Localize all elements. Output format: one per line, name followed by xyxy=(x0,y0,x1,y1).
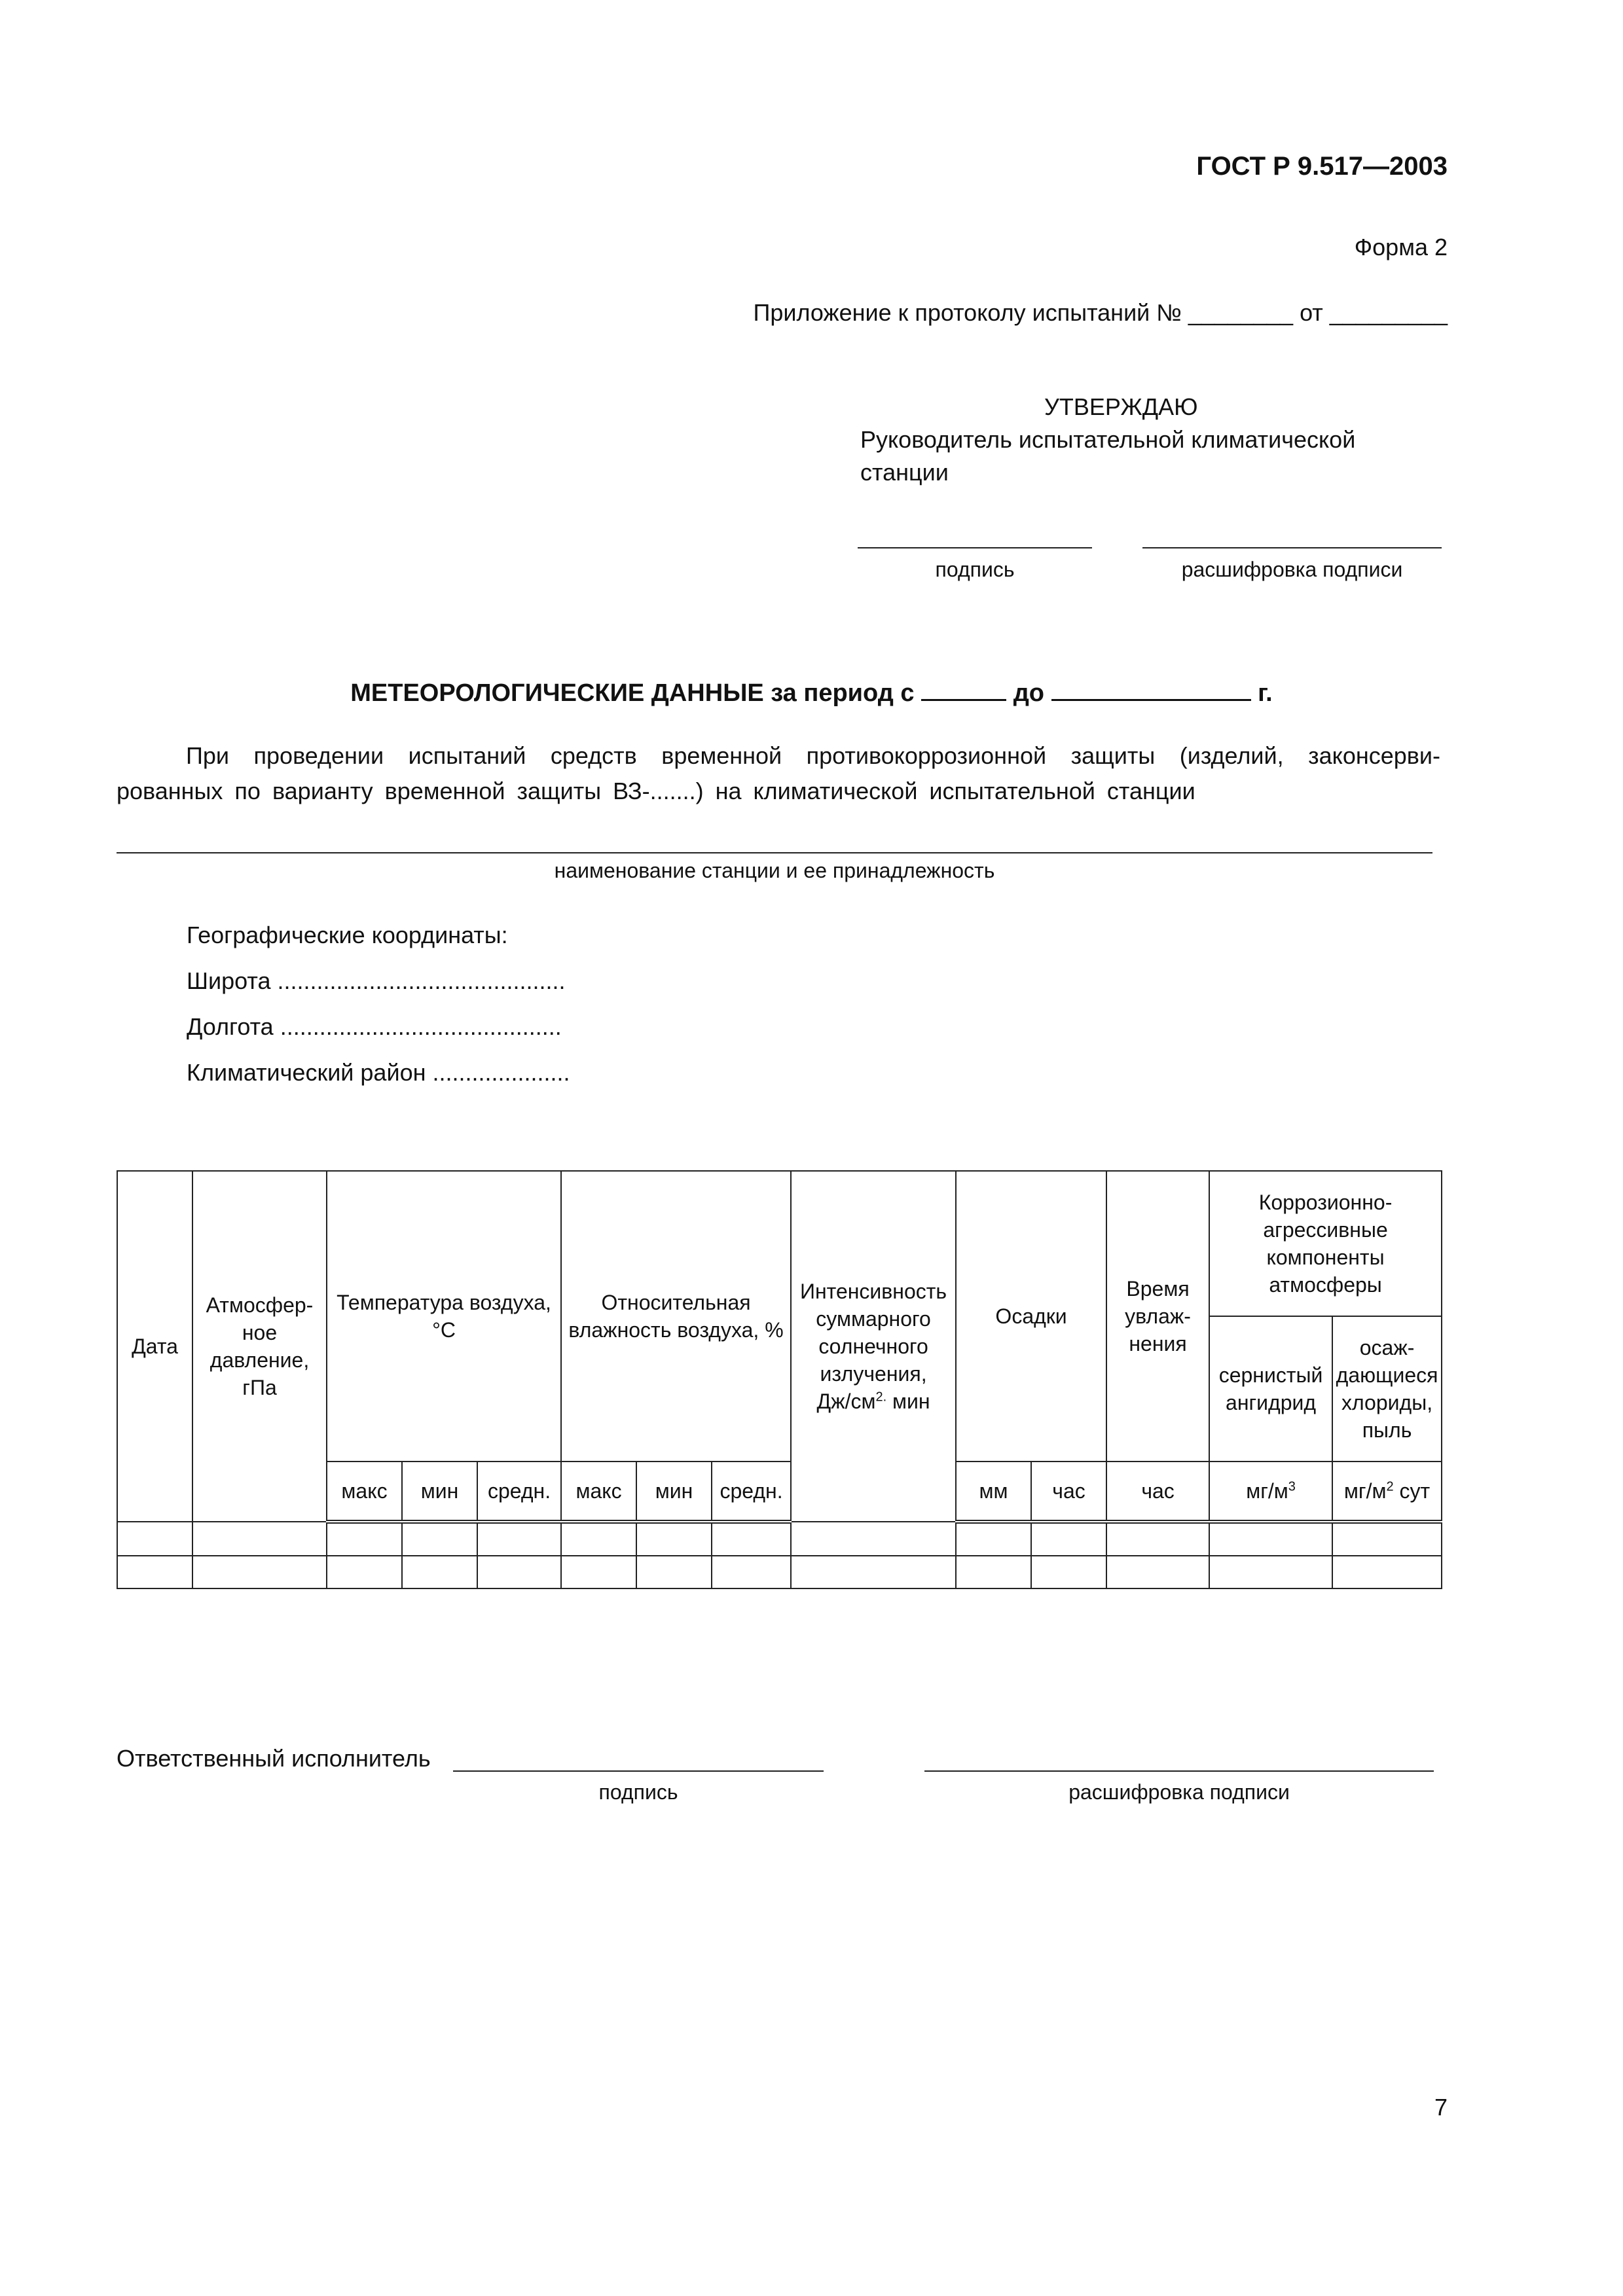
unit-sulfur-sup: 3 xyxy=(1288,1479,1296,1494)
approval-title: УТВЕРЖДАЮ xyxy=(1044,393,1198,420)
longitude-field: Долгота ........................................... xyxy=(187,1013,562,1040)
radiation-text: Интенсивность суммарного солнечного излучения, xyxy=(799,1280,947,1386)
unit-chlorides-b: сут xyxy=(1393,1479,1431,1503)
approval-decode-line[interactable] xyxy=(1142,547,1442,548)
unit-temp-min: мин xyxy=(402,1462,477,1522)
table-cell[interactable] xyxy=(1209,1556,1332,1588)
table-cell[interactable] xyxy=(192,1522,327,1556)
meteo-data-table xyxy=(117,1170,1442,1589)
table-cell[interactable] xyxy=(117,1556,192,1588)
unit-precip-hour: час xyxy=(1031,1462,1106,1522)
document-title xyxy=(0,679,1623,708)
table-cell[interactable] xyxy=(402,1556,477,1588)
unit-hum-max: макс xyxy=(561,1462,636,1522)
table-cell[interactable] xyxy=(561,1556,636,1588)
unit-hum-avg: средн. xyxy=(712,1462,791,1522)
period-end-field[interactable] xyxy=(1051,679,1251,701)
header-temperature: Температура воздуха, °С xyxy=(327,1171,561,1462)
intro-line1: При проведении испытаний средств временной противокоррозионной защиты (изделий, законсерви- xyxy=(186,742,1440,769)
table-cell[interactable] xyxy=(561,1522,636,1556)
station-name-line[interactable] xyxy=(117,852,1432,853)
table-cell[interactable] xyxy=(1209,1522,1332,1556)
document-standard-number: ГОСТ Р 9.517—2003 xyxy=(1196,152,1448,181)
header-date: Дата xyxy=(117,1171,192,1522)
unit-hum-min: мин xyxy=(636,1462,712,1522)
table-cell[interactable] xyxy=(712,1556,791,1588)
table-cell[interactable] xyxy=(327,1522,402,1556)
header-pressure: Атмосфер-ное давление, гПа xyxy=(192,1171,327,1522)
table-cell[interactable] xyxy=(327,1556,402,1588)
responsible-signature-line[interactable] xyxy=(453,1770,824,1772)
table-cell[interactable] xyxy=(1332,1556,1442,1588)
table-cell[interactable] xyxy=(1106,1522,1209,1556)
table-row xyxy=(117,1556,1442,1588)
unit-precip-mm: мм xyxy=(956,1462,1031,1522)
latitude-field: Широта ............................................ xyxy=(187,967,566,994)
table-cell[interactable] xyxy=(791,1522,956,1556)
header-wetting-time: Время увлаж-нения xyxy=(1106,1171,1209,1462)
responsible-decode-line[interactable] xyxy=(924,1770,1434,1772)
unit-sulfur xyxy=(1209,1462,1332,1522)
header-sulfur-dioxide: сернистый ангидрид xyxy=(1209,1316,1332,1462)
page-number: 7 xyxy=(1434,2094,1448,2121)
unit-sulfur-a: мг/м xyxy=(1246,1479,1288,1503)
title-part1: МЕТЕОРОЛОГИЧЕСКИЕ ДАННЫЕ за период с xyxy=(350,679,915,707)
header-chlorides: осаж-дающиеся хлориды, пыль xyxy=(1332,1316,1442,1462)
approval-signature-caption: подпись xyxy=(935,558,1015,581)
table-cell[interactable] xyxy=(1106,1556,1209,1588)
approval-position-line2: станции xyxy=(860,459,949,486)
intro-line2: рованных по варианту временной защиты ВЗ-.......) на климатической испытательной станции xyxy=(117,778,1195,804)
annex-line: Приложение к протоколу испытаний № ________ от _________ xyxy=(753,299,1448,326)
form-number: Форма 2 xyxy=(1354,234,1448,260)
table-cell[interactable] xyxy=(1031,1522,1106,1556)
coordinates-heading: Географические координаты: xyxy=(187,922,508,948)
table-row xyxy=(117,1522,1442,1556)
table-cell[interactable] xyxy=(636,1556,712,1588)
table-cell[interactable] xyxy=(956,1556,1031,1588)
table-cell[interactable] xyxy=(956,1522,1031,1556)
table-cell[interactable] xyxy=(712,1522,791,1556)
coordinates-block xyxy=(187,912,570,1096)
header-precipitation: Осадки xyxy=(956,1171,1106,1462)
unit-chlorides-sup: 2 xyxy=(1386,1479,1394,1494)
approval-signature-line[interactable] xyxy=(858,547,1092,548)
period-start-field[interactable] xyxy=(921,679,1006,701)
table-cell[interactable] xyxy=(636,1522,712,1556)
responsible-label: Ответственный исполнитель xyxy=(117,1745,431,1772)
table-cell[interactable] xyxy=(402,1522,477,1556)
approval-decode-caption: расшифровка подписи xyxy=(1181,558,1403,581)
radiation-unit-sup: 2. xyxy=(875,1390,887,1405)
radiation-unit-b: мин xyxy=(886,1390,930,1413)
title-part2: до xyxy=(1013,679,1045,707)
table-cell[interactable] xyxy=(1332,1522,1442,1556)
unit-temp-max: макс xyxy=(327,1462,402,1522)
responsible-decode-caption: расшифровка подписи xyxy=(1068,1780,1290,1804)
approval-position-line1: Руководитель испытательной климатической xyxy=(860,426,1356,453)
table-cell[interactable] xyxy=(791,1556,956,1588)
table-cell[interactable] xyxy=(477,1522,561,1556)
header-radiation xyxy=(791,1171,956,1522)
unit-wetting-hour: час xyxy=(1106,1462,1209,1522)
climate-region-field: Климатический район ..................... xyxy=(187,1059,570,1086)
header-humidity: Относительная влажность воздуха, % xyxy=(561,1171,791,1462)
radiation-unit-a: Дж/см xyxy=(816,1390,876,1413)
unit-chlorides-a: мг/м xyxy=(1343,1479,1387,1503)
header-corrosive-components: Коррозионно-агрессивные компоненты атмосферы xyxy=(1209,1171,1442,1316)
station-name-caption: наименование станции и ее принадлежность xyxy=(554,859,995,882)
intro-paragraph xyxy=(117,738,1440,809)
table-cell[interactable] xyxy=(192,1556,327,1588)
table-cell[interactable] xyxy=(117,1522,192,1556)
unit-temp-avg: средн. xyxy=(477,1462,561,1522)
title-part3: г. xyxy=(1258,679,1273,707)
responsible-signature-caption: подпись xyxy=(598,1780,678,1804)
table-cell[interactable] xyxy=(477,1556,561,1588)
unit-chlorides xyxy=(1332,1462,1442,1522)
table-cell[interactable] xyxy=(1031,1556,1106,1588)
